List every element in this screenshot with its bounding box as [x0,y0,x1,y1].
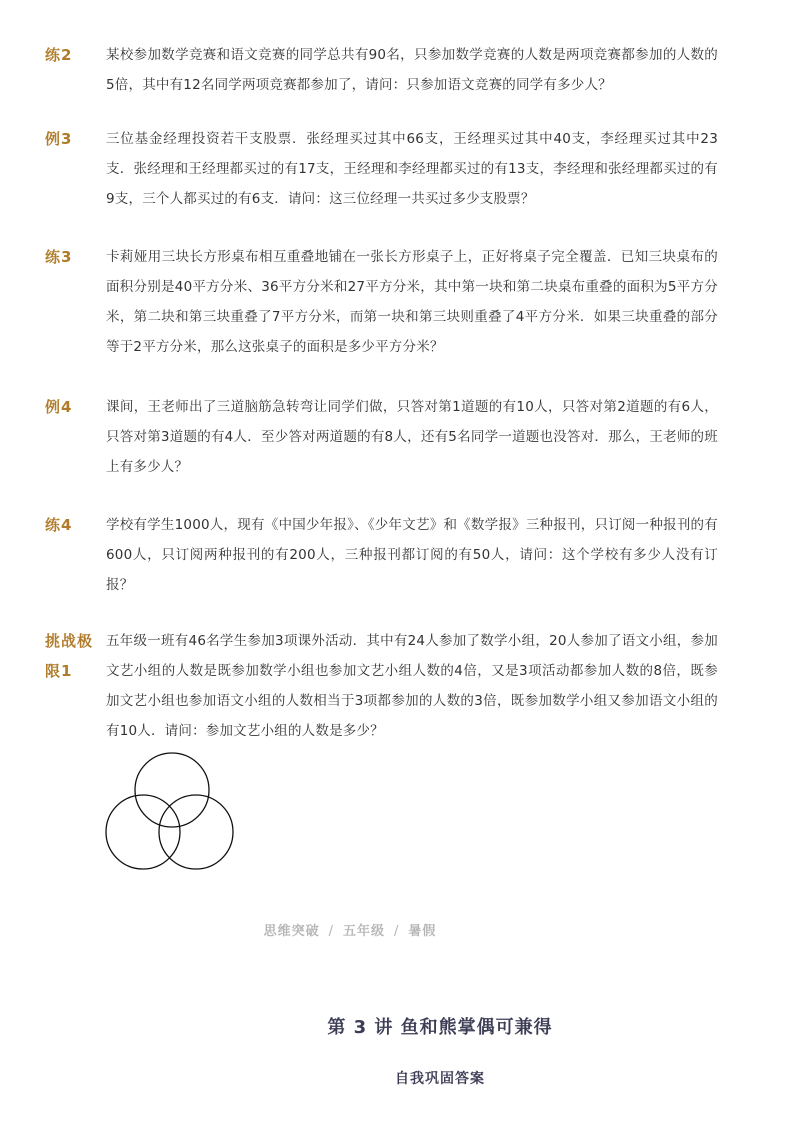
problem-label: 练2 [45,46,73,64]
problem-label: 例4 [45,398,73,416]
lecture-title: 第 3 讲 鱼和熊掌偶可兼得 [327,1017,553,1038]
problem-label: 练4 [45,516,73,534]
footer-breadcrumb [0,920,700,939]
footer-separator: / [328,924,334,939]
problem-text: 某校参加数学竞赛和语文竞赛的同学总共有90名，只参加数学竞赛的人数是两项竞赛都参加的人数的5倍，其中有12名同学两项竞赛都参加了，请问：只参加语文竞赛的同学有多少人？ [106,47,718,93]
problem-text: 课间，王老师出了三道脑筋急转弯让同学们做，只答对第1道题的有10人，只答对第2道题的有6人，只答对第3道题的有4人．至少答对两道题的有8人，还有5名同学一道题也没答对．那么，王老师的班上有多少人？ [106,399,718,475]
problem-label: 练3 [45,248,73,266]
problem-text: 三位基金经理投资若干支股票．张经理买过其中66支，王经理买过其中40支，李经理买过其中23支．张经理和王经理都买过的有17支，王经理和李经理都买过的有13支，李经理和张经理都买过的有9支，三个人都买过的有6支．请问：这三位经理一共买过多少支股票？ [106,131,718,207]
footer-book: 思维突破 [263,924,320,939]
section-title: 自我巩固答案 [395,1071,485,1087]
problem-text: 五年级一班有46名学生参加3项课外活动．其中有24人参加了数学小组，20人参加了语文小组，参加文艺小组的人数是既参加数学小组也参加文艺小组人数的4倍，又是3项活动都参加人数的8倍，既参加文艺小组也参加语文小组的人数相当于3项都参加的人数的3倍，既参加数学小组又参加语文小组的有10人．请问：参加文艺小组的人数是多少？ [106,633,718,739]
footer-grade: 五年级 [342,924,385,939]
venn-diagram [102,752,237,872]
footer-term: 暑假 [408,924,437,939]
venn-circle-right [159,795,233,869]
problem-text: 学校有学生1000人，现有《中国少年报》、《少年文艺》和《数学报》三种报刊，只订阅一种报刊的有600人，只订阅两种报刊的有200人，三种报刊都订阅的有50人，请问：这个学校有多少人没有订报？ [106,517,718,593]
footer-separator: / [394,924,400,939]
problem-text: 卡莉娅用三块长方形桌布相互重叠地铺在一张长方形桌子上，正好将桌子完全覆盖．已知三块桌布的面积分别是40平方分米、36平方分米和27平方分米，其中第一块和第二块桌布重叠的面积为5平方分米，第二块和第三块重叠了7平方分米，而第一块和第三块则重叠了4平方分米．如果三块重叠的部分等于2平方分米，那么这张桌子的面积是多少平方分米？ [106,249,718,355]
problem-label: 例3 [45,130,73,148]
venn-circle-top [135,753,209,827]
problem-label: 挑战极限1 [45,632,94,680]
